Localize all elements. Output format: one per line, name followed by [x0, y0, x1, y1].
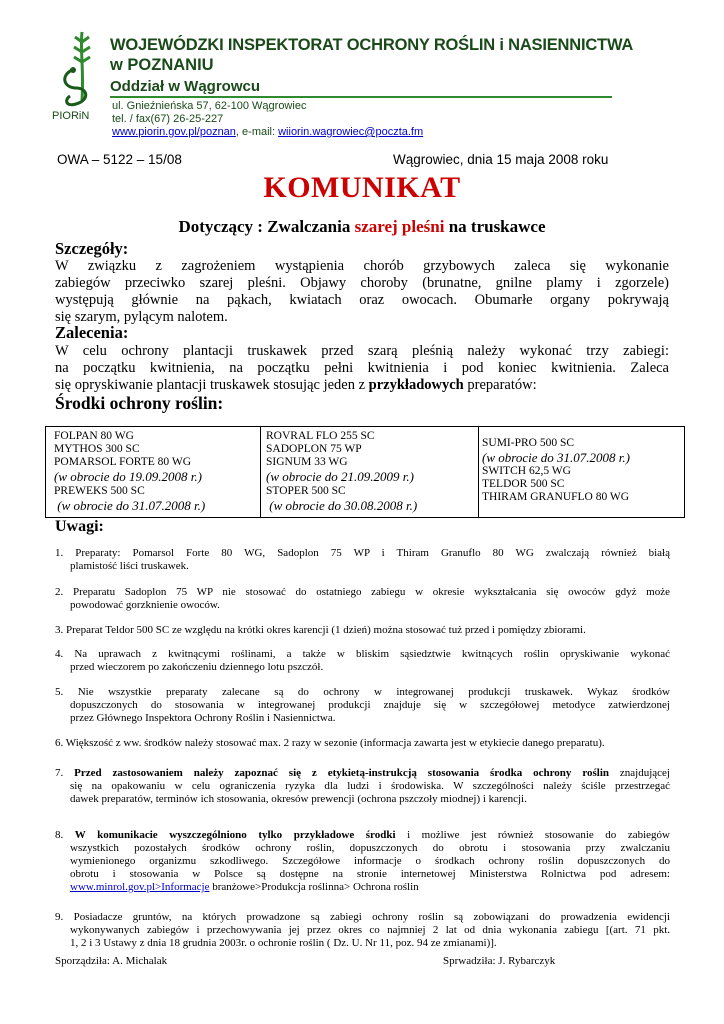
- address: ul. Gnieźnieńska 57, 62-100 Wągrowiec: [112, 100, 307, 112]
- product-availability: (w obrocie do 31.07.2008 r.): [482, 450, 630, 465]
- products-table: [45, 426, 685, 518]
- recommendations-heading: Zalecenia:: [55, 323, 129, 342]
- phone: tel. / fax(67) 26-25-227: [112, 113, 224, 125]
- note-7-bold: Przed zastosowaniem należy zapoznać się z etykietą-instrukcją stosowania środka ochrony roślin: [74, 767, 610, 779]
- note-8: 8. W komunikacie wyszczególniono tylko przykładowe środki i możliwe jest również stosowanie do zabiegów wszystkich pozostałych środków ochrony roślin, dopuszczonych do obrotu i stosowania przy zwalczaniu wymienionego organizmu szkodliwego. Szczegółowe informacje o środkach ochrony roślin dopuszczonych do obrotu i stosowania w Polsce są dostępne na stronie internetowej Ministerstwa Rolnictwa pod adresem: www.minrol.gov.pl>Informacje branżowe>Produkcja roślinna> Ochrona roślin: [55, 829, 670, 893]
- details-line: zabiegów przeciwko szarej pleśni. Objawy choroby (brunatne, gnilne plamy i zgorzele): [55, 275, 669, 291]
- product-item: TELDOR 500 SC: [482, 478, 565, 490]
- note-6: 6. Większość z ww. środków należy stosować max. 2 razy w sezonie (informacja zawarta jest w etykiecie danego preparatu).: [55, 737, 605, 749]
- subject-line: [0, 217, 724, 237]
- email-label: , e-mail:: [235, 126, 279, 138]
- products-column-3: [478, 427, 684, 517]
- details-line: się szarym, pylącym nalotem.: [55, 309, 228, 325]
- product-item: FOLPAN 80 WG: [54, 430, 134, 442]
- product-item: STOPER 500 SC: [266, 485, 346, 497]
- note-2: 2. Preparatu Sadoplon 75 WP nie stosować do ostatniego zabiegu w okresie wykształcania się owoców gdyż może powodować gorzknienie owoców.: [55, 586, 670, 611]
- subject-prefix: Dotyczący : Zwalczania: [178, 217, 355, 236]
- details-heading: Szczegóły:: [55, 239, 129, 258]
- checked-by: Sprwadziła: J. Rybarczyk: [443, 955, 556, 967]
- products-column-2: [260, 427, 479, 517]
- product-availability: (w obrocie do 30.08.2008 r.): [266, 498, 418, 513]
- org-name-line1: WOJEWÓDZKI INSPEKTORAT OCHRONY ROŚLIN i NASIENNICTWA: [110, 36, 634, 54]
- piorin-logo: [52, 30, 102, 125]
- product-item: SUMI-PRO 500 SC: [482, 437, 575, 449]
- product-item: SWITCH 62,5 WG: [482, 465, 571, 477]
- product-item: POMARSOL FORTE 80 WG: [54, 456, 192, 468]
- subject-suffix: na truskawce: [444, 217, 546, 236]
- reference-number: OWA – 5122 – 15/08: [57, 152, 182, 167]
- website-link[interactable]: www.piorin.gov.pl/poznan: [112, 126, 236, 138]
- note-8-bold: W komunikacie wyszczególniono tylko przykładowe środki: [74, 829, 396, 841]
- logo-text: PIORiN: [52, 110, 90, 122]
- products-column-1: [46, 427, 261, 517]
- document-title: KOMUNIKAT: [263, 171, 461, 204]
- note-4: 4. Na uprawach z kwitnącymi roślinami, a także w bliskim sąsiedztwie kwitnących roślin opryskiwanie wykonać przed wieczorem po zakończeniu dziennego lotu pszczół.: [55, 648, 670, 673]
- note-9: 9. Posiadacze gruntów, na których prowadzone są zabiegi ochrony roślin są zobowiązani do prowadzenia ewidencji wykonywanych zabiegów i przechowywania jej przez okres co najmniej 2 lat od dnia wykonania zabiegu [(art. 71 pkt. 1, 2 i 3 Ustawy z dnia 18 grudnia 2003r. o ochronie roślin ( Dz. U. Nr 11, poz. 94 ze zmianami)].: [55, 911, 670, 949]
- product-item: ROVRAL FLO 255 SC: [266, 430, 375, 442]
- product-item: PREWEKS 500 SC: [54, 485, 145, 497]
- details-paragraph: [55, 258, 669, 326]
- prepared-by: Sporządziła: A. Michalak: [55, 955, 168, 967]
- note-3: 3. Preparat Teldor 500 SC ze względu na krótki okres karencji (1 dzień) można stosować tuż przed i pomiędzy zbiorami.: [55, 624, 586, 636]
- product-item: SADOPLON 75 WP: [266, 443, 362, 455]
- org-name-line2: w POZNANIU: [110, 56, 214, 74]
- details-line: W związku z zagrożeniem wystąpienia chorób grzybowych zaleca się wykonanie: [55, 258, 669, 274]
- product-availability: (w obrocie do 31.07.2008 r.): [54, 498, 206, 513]
- recommendations-line: się opryskiwanie plantacji truskawek stosując jeden z przykładowych preparatów:: [55, 377, 537, 393]
- product-item: SIGNUM 33 WG: [266, 456, 348, 468]
- recommendations-line: W celu ochrony plantacji truskawek przed szarą pleśnią należy wykonać trzy zabiegi:: [55, 343, 669, 359]
- org-branch: Oddział w Wągrowcu: [110, 78, 261, 95]
- header-divider: [110, 96, 612, 98]
- document-date: Wągrowiec, dnia 15 maja 2008 roku: [393, 152, 609, 167]
- recommendations-bold: przykładowych: [368, 377, 464, 393]
- subject-highlight: szarej pleśni: [354, 217, 445, 236]
- minrol-link[interactable]: www.minrol.gov.pl>Informacje: [70, 881, 210, 893]
- recommendations-paragraph: [55, 343, 669, 394]
- product-availability: (w obrocie do 21.09.2009 r.): [266, 469, 414, 484]
- note-5: 5. Nie wszystkie preparaty zalecane są do ochrony w integrowanej produkcji truskawek. Wykaz środków dopuszczonych do stosowania w integrowanej produkcji znajduje się w szczegółowej metodyce zatwierdzonej przez Głównego Inspektora Ochrony Roślin i Nasiennictwa.: [55, 686, 670, 724]
- note-7: 7. Przed zastosowaniem należy zapoznać się z etykietą-instrukcją stosowania środka ochrony roślin znajdującej się na opakowaniu w celu ograniczenia ryzyka dla ludzi i środowiska. W szczególności należy ściśle przestrzegać dawek preparatów, terminów ich stosowania, okresów prewencji (ochrona pszczoły miodnej) i karencji.: [55, 767, 670, 805]
- recommendations-line: na początku kwitnienia, na początku pełni kwitnienia i pod koniec kwitnienia. Zaleca: [55, 360, 669, 376]
- details-line: występują głównie na pąkach, kwiatach oraz owocach. Obumarłe organy pokrywają: [55, 292, 669, 308]
- product-item: MYTHOS 300 SC: [54, 443, 140, 455]
- note-1: 1. Preparaty: Pomarsol Forte 80 WG, Sadoplon 75 WP i Thiram Granuflo 80 WG zwalczają również białą plamistość liści truskawek.: [55, 547, 670, 572]
- notes-heading: Uwagi:: [55, 518, 104, 535]
- product-availability: (w obrocie do 19.09.2008 r.): [54, 469, 202, 484]
- product-item: THIRAM GRANUFLO 80 WG: [482, 491, 630, 503]
- contact-line: [112, 126, 423, 138]
- products-heading: Środki ochrony roślin:: [55, 393, 224, 413]
- email-link[interactable]: wiiorin.wagrowiec@poczta.fm: [278, 126, 424, 138]
